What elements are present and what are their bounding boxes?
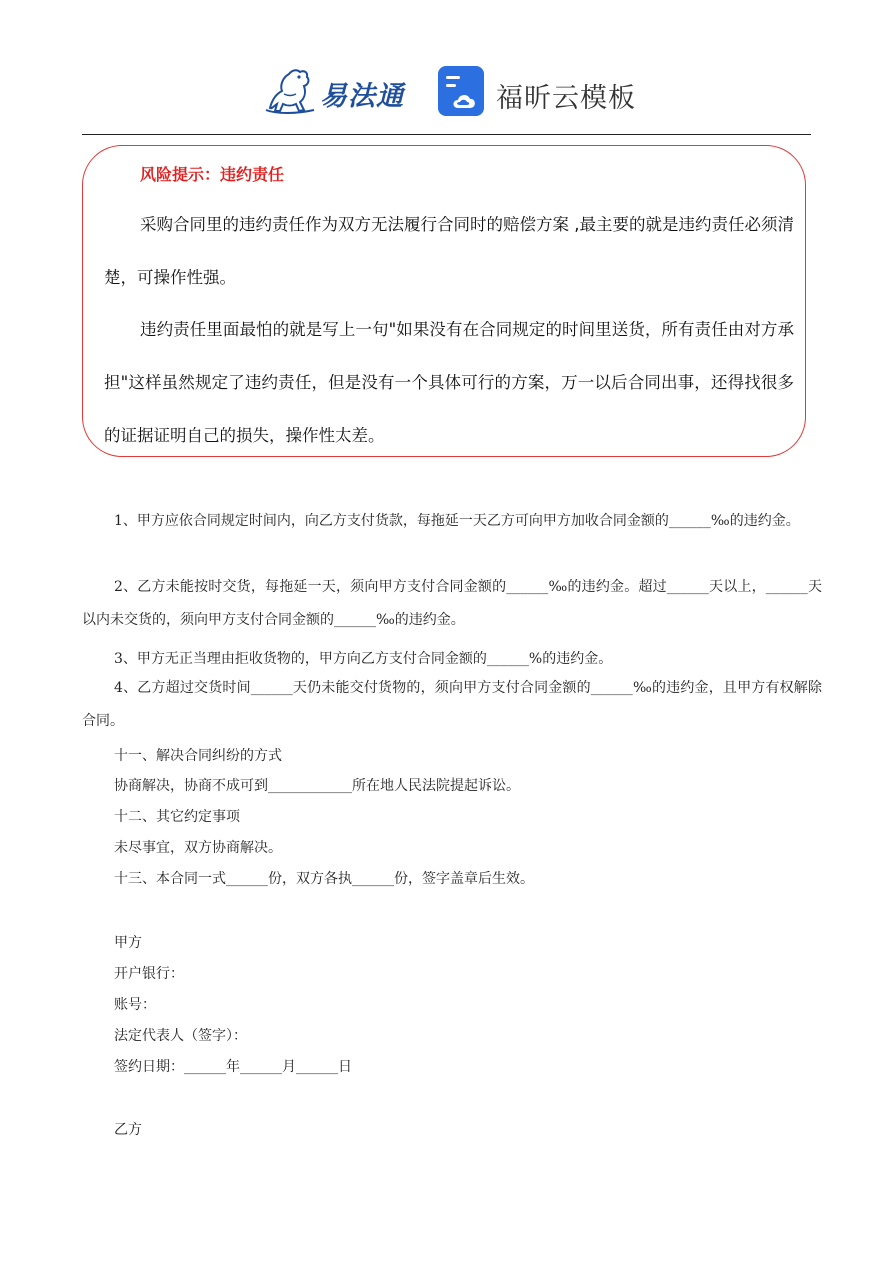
page-header	[0, 58, 893, 122]
logo2-text: 福昕云模板	[496, 83, 636, 114]
risk-title: 风险提示：违约责任	[140, 165, 285, 184]
clause-4: 4、乙方超过交货时间______天仍未能交付货物的，须向甲方支付合同金额的______‰的违约金，且甲方有权解除合同。	[82, 680, 822, 729]
cloud-document-icon	[436, 64, 488, 118]
party-a-label: 甲方	[114, 935, 142, 951]
section-12-body: 未尽事宜，双方协商解决。	[114, 840, 282, 856]
header-divider	[82, 134, 811, 135]
risk-notice-box	[82, 145, 806, 457]
risk-paragraph-1: 采购合同里的违约责任作为双方无法履行合同时的赔偿方案 ,最主要的就是违约责任必须清楚，可操作性强。	[104, 215, 794, 287]
clause-1: 1、甲方应依合同规定时间内，向乙方支付货款，每拖延一天乙方可向甲方加收合同金额的______‰的违约金。	[114, 513, 800, 529]
clause-3: 3、甲方无正当理由拒收货物的，甲方向乙方支付合同金额的______%的违约金。	[114, 651, 613, 667]
party-b-label: 乙方	[114, 1122, 142, 1138]
logo1-text: 易法通	[320, 81, 404, 112]
section-12-title: 十二、其它约定事项	[114, 809, 240, 825]
yifatong-logo	[262, 64, 412, 118]
fuxin-logo	[436, 64, 636, 118]
section-13: 十三、本合同一式______份，双方各执______份，签字盖章后生效。	[114, 871, 534, 887]
section-11-body: 协商解决，协商不成可到____________所在地人民法院提起诉讼。	[114, 778, 520, 794]
party-a-representative: 法定代表人（签字）：	[114, 1028, 247, 1044]
clause-2: 2、乙方未能按时交货，每拖延一天，须向甲方支付合同金额的______‰的违约金。超过______天以上，______天以内未交货的，须向甲方支付合同金额的______‰的违约金。	[82, 579, 822, 628]
qilin-logo-icon	[262, 64, 318, 118]
party-a-account: 账号：	[114, 997, 156, 1013]
party-a-bank: 开户银行：	[114, 966, 184, 982]
risk-paragraph-2: 违约责任里面最怕的就是写上一句"如果没有在合同规定的时间里送货，所有责任由对方承担"这样虽然规定了违约责任，但是没有一个具体可行的方案，万一以后合同出事，还得找很多的证据证明自己的损失，操作性太差。	[104, 320, 794, 445]
party-a-sign-date: 签约日期：______年______月______日	[114, 1059, 352, 1075]
section-11-title: 十一、解决合同纠纷的方式	[114, 748, 282, 764]
